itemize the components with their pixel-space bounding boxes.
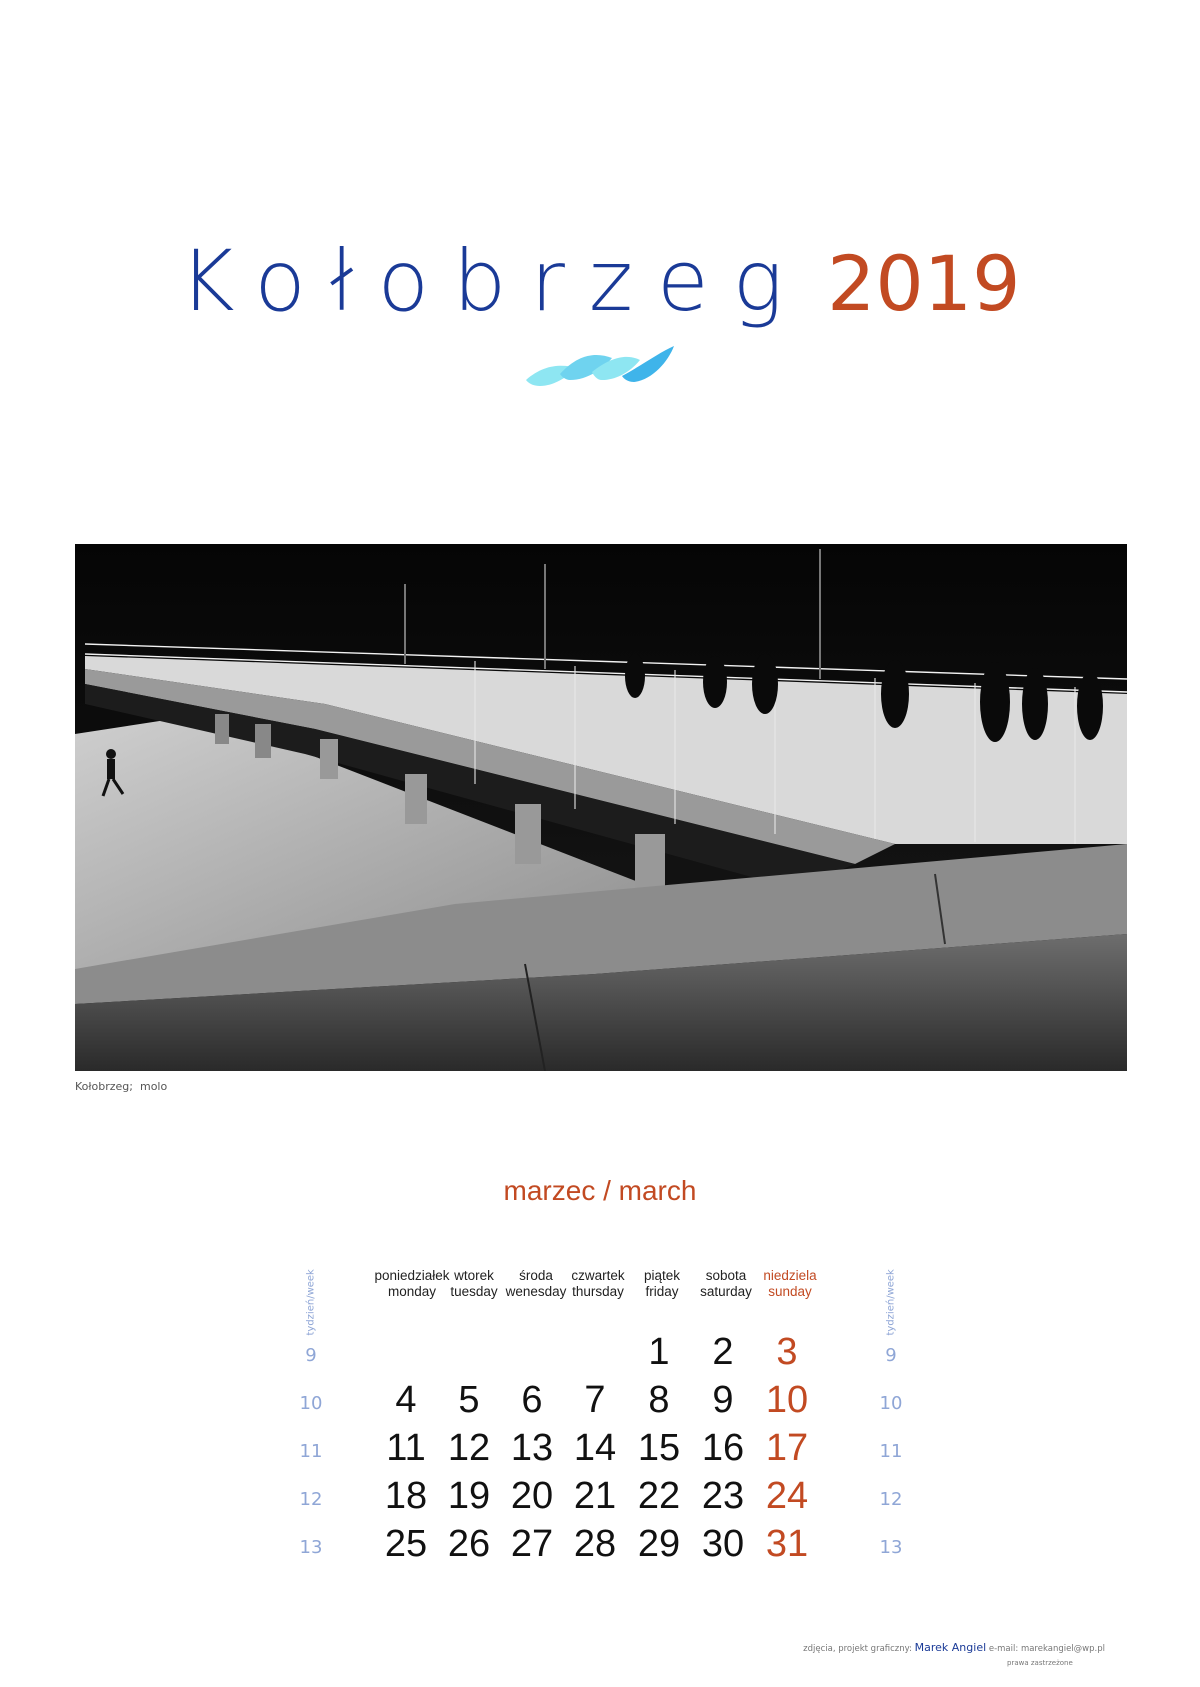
sunday-date: 17 (765, 1427, 809, 1469)
week-number-left: 11 (299, 1441, 323, 1462)
sunday-date: 24 (765, 1475, 809, 1517)
week-number-right: 9 (885, 1345, 897, 1366)
pier-photo (75, 544, 1127, 1071)
calendar-date: 11 (386, 1427, 426, 1469)
calendar-date: 4 (395, 1379, 417, 1421)
week-number-left: 13 (299, 1537, 323, 1558)
calendar-date: 30 (701, 1523, 745, 1565)
day-header-thursday: czwartek thursday (571, 1268, 625, 1299)
calendar-date: 8 (648, 1379, 670, 1421)
calendar-date: 12 (447, 1427, 491, 1469)
waves-logo-icon (526, 346, 676, 391)
calendar-date: 15 (637, 1427, 681, 1469)
city-name: Kołobrzeg (179, 232, 808, 330)
calendar-date: 13 (510, 1427, 554, 1469)
calendar-date: 22 (637, 1475, 681, 1517)
week-number-right: 10 (879, 1393, 903, 1414)
calendar-date: 7 (584, 1379, 606, 1421)
week-number-right: 12 (879, 1489, 903, 1510)
credits-line (803, 1641, 1105, 1654)
sunday-date: 10 (765, 1379, 809, 1421)
calendar-date: 20 (510, 1475, 554, 1517)
day-header-wednesday: środa wenesday (505, 1268, 567, 1299)
sunday-date: 31 (765, 1523, 809, 1565)
sunday-date: 3 (776, 1331, 798, 1373)
month-label: marzec / march (503, 1175, 697, 1206)
author-email: marekangiel@wp.pl (1020, 1644, 1105, 1654)
calendar-date: 9 (712, 1379, 734, 1421)
calendar-date: 5 (458, 1379, 480, 1421)
calendar-date: 28 (573, 1523, 617, 1565)
calendar-date: 14 (573, 1427, 617, 1469)
calendar-date: 18 (384, 1475, 428, 1517)
week-label-right: tydzień/week (885, 1269, 897, 1336)
week-number-right: 11 (879, 1441, 903, 1462)
photo-caption: Kołobrzeg; molo (75, 1080, 168, 1093)
day-header-monday: poniedziałek monday (374, 1268, 450, 1299)
calendar-date: 21 (573, 1475, 617, 1517)
calendar-date: 23 (701, 1475, 745, 1517)
week-number-left: 12 (299, 1489, 323, 1510)
credits-label: zdjęcia, projekt graficzny: (803, 1644, 912, 1654)
rights-reserved: prawa zastrzeżone (1007, 1659, 1073, 1667)
calendar-date: 2 (712, 1331, 734, 1373)
calendar-date: 6 (521, 1379, 543, 1421)
calendar-date: 27 (510, 1523, 554, 1565)
calendar-date: 29 (637, 1523, 681, 1565)
calendar-date: 1 (648, 1331, 670, 1373)
day-header-tuesday: wtorek tuesday (450, 1268, 498, 1299)
year: 2019 (827, 239, 1021, 328)
calendar-date: 16 (701, 1427, 745, 1469)
week-number-left: 9 (305, 1345, 317, 1366)
calendar-date: 25 (384, 1523, 428, 1565)
week-number-left: 10 (299, 1393, 323, 1414)
week-number-right: 13 (879, 1537, 903, 1558)
email-label: e-mail: (988, 1644, 1019, 1654)
calendar-date: 19 (447, 1475, 491, 1517)
week-label-left: tydzień/week (305, 1269, 317, 1336)
author-name: Marek Angiel (914, 1641, 987, 1654)
day-header-sunday: niedziela sunday (763, 1268, 817, 1299)
day-header-friday: piątek friday (643, 1268, 681, 1299)
day-header-saturday: sobota saturday (700, 1268, 752, 1299)
calendar-date: 26 (447, 1523, 491, 1565)
calendar-title (0, 232, 1200, 330)
